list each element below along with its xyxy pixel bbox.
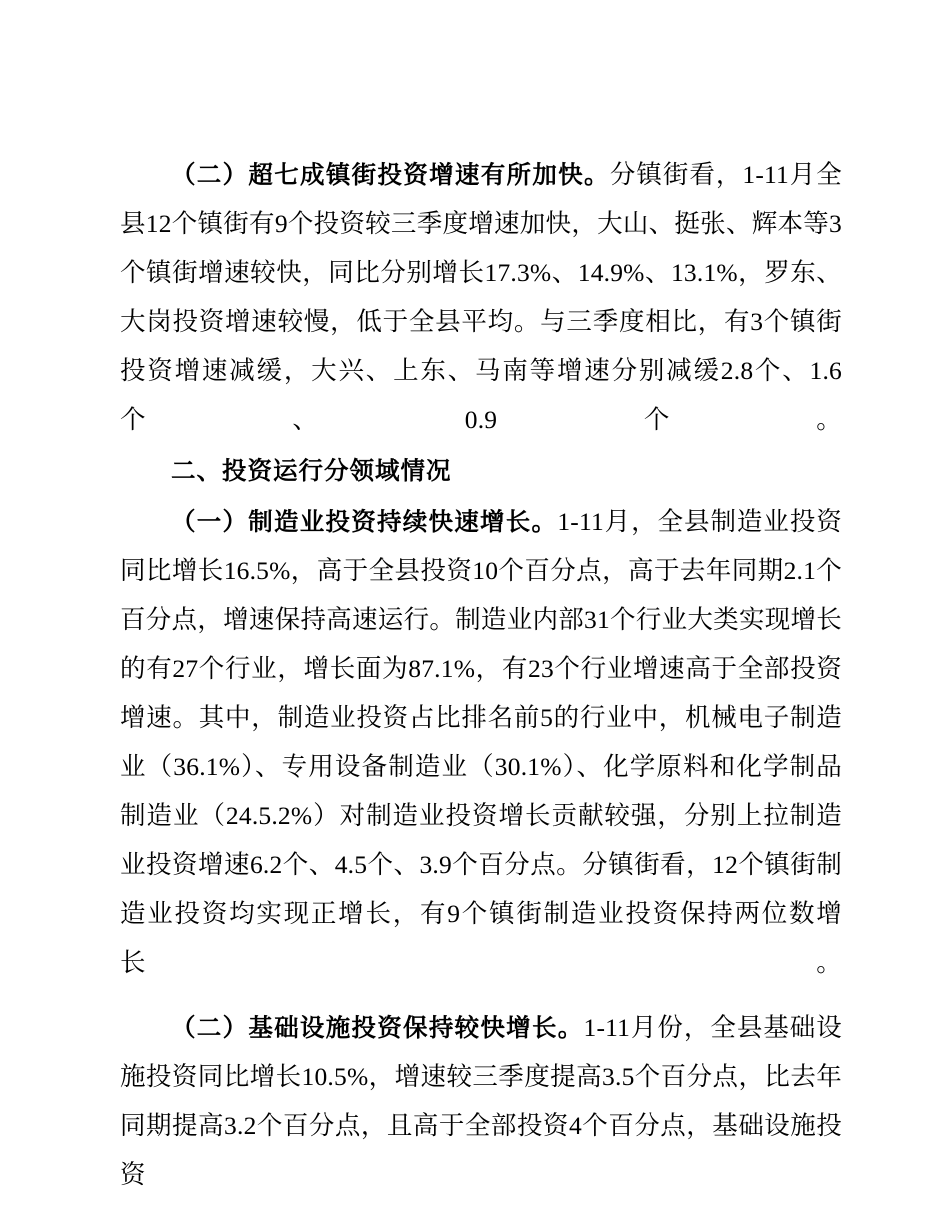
- paragraph-text-manufacturing: 1-11月，全县制造业投资同比增长16.5%，高于全县投资10个百分点，高于去年同期2.1个百分点，增速保持高速运行。制造业内部31个行业大类实现增长的有27个行业，增长面为87.1%，有23个行业增速高于全部投资增速。其中，制造业投资占比排名前5的行业中，机械电子制造业（36.1%）、专用设备制造业（30.1%）、化学原料和化学制品制造业（24.5.2%）对制造业投资增长贡献较强，分别上拉制造业投资增速6.2个、4.5个、3.9个百分点。分镇街看，12个镇街制造业投资均实现正增长，有9个镇街制造业投资保持两位数增长。: [120, 507, 842, 977]
- paragraph-town-investment: [120, 150, 842, 444]
- paragraph-manufacturing: [120, 497, 842, 987]
- paragraph-spacer: [120, 989, 842, 1003]
- paragraph-heading-manufacturing: （一）制造业投资持续快速增长。: [171, 507, 558, 536]
- paragraph-heading-infrastructure: （二）基础设施投资保持较快增长。: [171, 1013, 584, 1042]
- paragraph-text-town-investment: 分镇街看，1-11月全县12个镇街有9个投资较三季度增速加快，大山、挺张、辉本等3个镇街增速较快，同比分别增长17.3%、14.9%、13.1%，罗东、大岗投资增速较慢，低于全县平均。与三季度相比，有3个镇街投资增速减缓，大兴、上东、马南等增速分别减缓2.8个、1.6个、0.9个。: [120, 160, 842, 434]
- section-heading-two: [120, 446, 842, 495]
- section-heading-two-label: 二、投资运行分领域情况: [171, 456, 452, 485]
- paragraph-infrastructure: [120, 1003, 842, 1199]
- paragraph-heading-town-investment: （二）超七成镇街投资增速有所加快。: [171, 160, 610, 189]
- document-body: [120, 150, 842, 1199]
- paragraph-text-infrastructure: 1-11月份，全县基础设施投资同比增长10.5%，增速较三季度提高3.5个百分点，比去年同期提高3.2个百分点，且高于全部投资4个百分点，基础设施投资: [120, 1013, 842, 1189]
